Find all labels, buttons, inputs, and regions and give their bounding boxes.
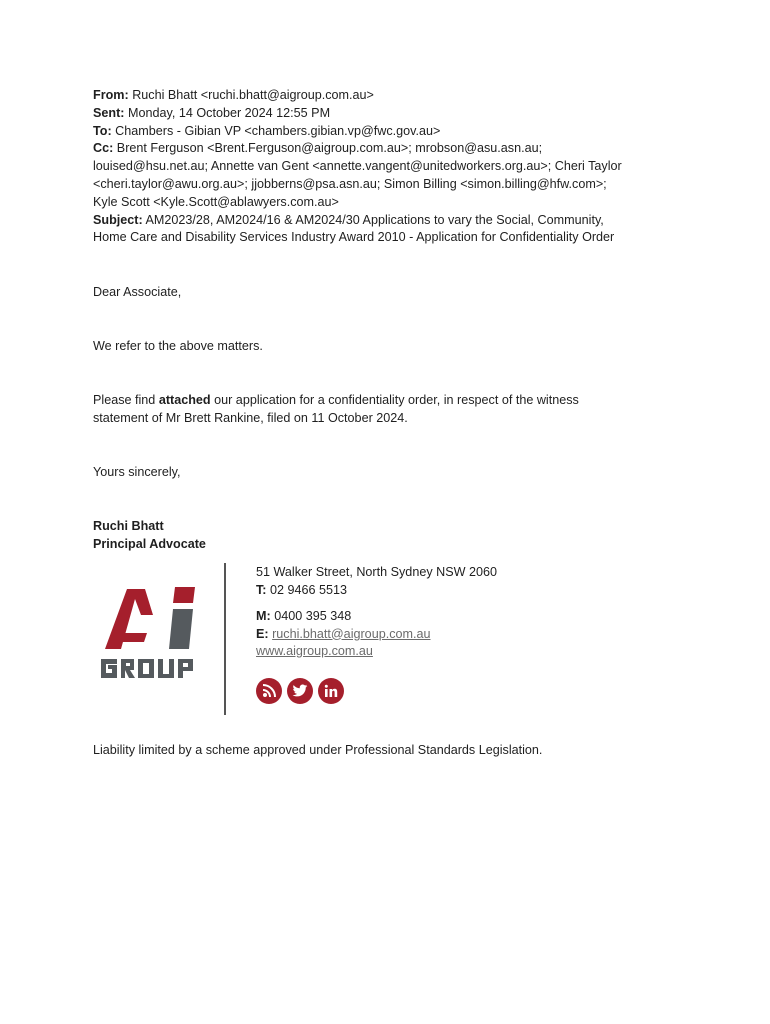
aigroup-logo xyxy=(97,585,205,681)
mobile-value: 0400 395 348 xyxy=(274,609,352,623)
signature-title: Principal Advocate xyxy=(93,537,206,552)
to-line xyxy=(93,123,693,141)
body-paragraph-1: We refer to the above matters. xyxy=(93,339,263,354)
phone-line xyxy=(256,582,656,600)
disclaimer: Liability limited by a scheme approved under Professional Standards Legislation. xyxy=(93,743,543,757)
cc-line-2 xyxy=(93,158,693,176)
cc-label: Cc: xyxy=(93,141,114,156)
signature-name: Ruchi Bhatt xyxy=(93,519,164,534)
from-label: From: xyxy=(93,88,129,102)
signature-separator xyxy=(224,563,226,715)
social-links xyxy=(256,678,344,704)
address: 51 Walker Street, North Sydney NSW 2060 xyxy=(256,565,498,579)
email-document xyxy=(93,87,693,553)
from-line xyxy=(93,87,693,105)
email-link[interactable]: ruchi.bhatt@aigroup.com.au xyxy=(272,626,431,641)
twitter-icon[interactable] xyxy=(287,678,313,704)
from-value: Ruchi Bhatt <ruchi.bhatt@aigroup.com.au> xyxy=(132,88,374,102)
email-label: E: xyxy=(256,626,269,641)
website-link[interactable]: www.aigroup.com.au xyxy=(256,644,373,658)
mobile-line xyxy=(256,608,656,626)
mobile-label: M: xyxy=(256,609,271,623)
body-paragraph-2 xyxy=(93,391,693,409)
subject-value-1: AM2023/28, AM2024/16 & AM2024/30 Applications to vary the Social, Community, xyxy=(145,212,604,227)
para2-bold: attached xyxy=(158,393,211,408)
sent-line xyxy=(93,105,693,123)
subject-line-1 xyxy=(93,212,693,230)
cc-value-1: Brent Ferguson <Brent.Ferguson@aigroup.com.au>; mrobson@asu.asn.au; xyxy=(116,141,543,156)
cc-value-3: <cheri.taylor@awu.org.au>; jjobberns@psa.asn.au; Simon Billing <simon.billing@hfw.com>; xyxy=(93,176,607,191)
cc-value-2: louised@hsu.net.au; Annette van Gent <annette.vangent@unitedworkers.org.au>; Cheri Taylor xyxy=(93,159,622,174)
linkedin-icon[interactable] xyxy=(318,678,344,704)
rss-icon[interactable] xyxy=(256,678,282,704)
email-line xyxy=(256,626,656,644)
para2-start: Please find xyxy=(93,393,159,408)
para2-end: our application for a confidentiality order, in respect of the witness xyxy=(210,393,579,408)
cc-line-4 xyxy=(93,194,693,212)
signature-block xyxy=(93,563,693,718)
sent-label: Sent: xyxy=(93,105,125,120)
greeting: Dear Associate, xyxy=(93,285,182,300)
cc-value-4: Kyle Scott <Kyle.Scott@ablawyers.com.au> xyxy=(93,194,339,209)
sent-value: Monday, 14 October 2024 12:55 PM xyxy=(127,105,331,120)
contact-details xyxy=(256,564,656,661)
body-paragraph-2-line-2: statement of Mr Brett Rankine, filed on 11 October 2024. xyxy=(93,411,408,426)
subject-value-2: Home Care and Disability Services Industry Award 2010 - Application for Confidentiality Order xyxy=(93,230,615,245)
to-value: Chambers - Gibian VP <chambers.gibian.vp@fwc.gov.au> xyxy=(115,123,441,138)
subject-label: Subject: xyxy=(93,212,143,227)
phone-value: 02 9466 5513 xyxy=(270,582,348,597)
subject-line-2 xyxy=(93,229,693,247)
cc-line-3 xyxy=(93,176,693,194)
phone-label: T: xyxy=(256,582,267,597)
website-line xyxy=(256,643,656,661)
cc-line-1 xyxy=(93,140,693,158)
to-label: To: xyxy=(93,123,112,138)
closing: Yours sincerely, xyxy=(93,465,181,480)
